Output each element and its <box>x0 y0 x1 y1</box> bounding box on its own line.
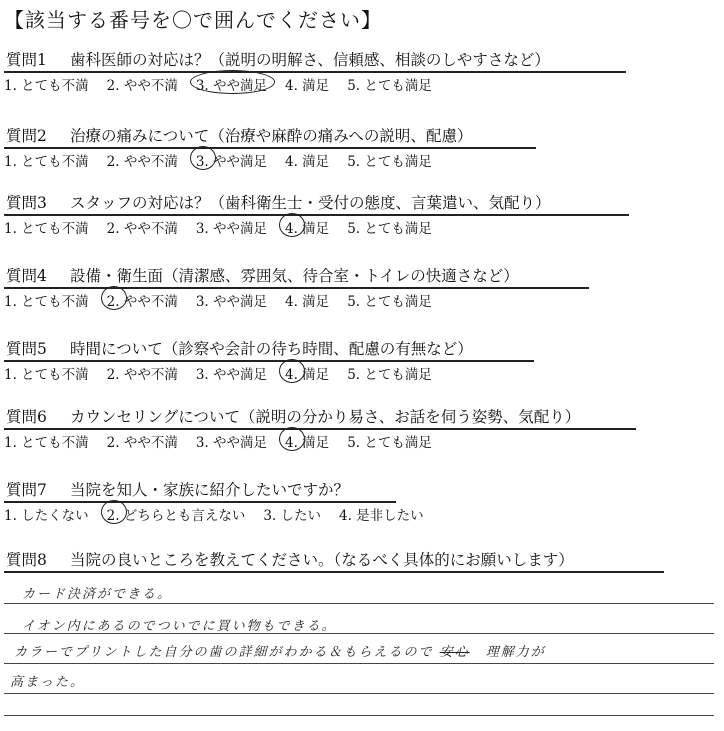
option-row <box>4 290 450 310</box>
question-number: 質問5 <box>6 340 47 358</box>
option-row <box>4 150 450 170</box>
handwritten-text: カード決済ができる。 <box>22 587 173 602</box>
option-4[interactable] <box>285 431 329 451</box>
question-number: 質問1 <box>6 51 47 69</box>
option-3[interactable] <box>196 150 267 170</box>
option-label: 4. 満足 <box>285 367 330 383</box>
option-label: 3. やや満足 <box>195 294 268 310</box>
option-row <box>4 504 442 524</box>
handwritten-text-part: 理解力が <box>485 645 546 660</box>
option-row <box>4 74 450 94</box>
question-text: 歯科医師の対応は？（説明の明解さ、信頼感、相談のしやすさなど） <box>70 51 550 69</box>
option-2[interactable] <box>107 290 178 310</box>
option-label: 1. とても不満 <box>4 78 89 94</box>
question-text: 当院の良いところを教えてください。（なるべく具体的にお願いします） <box>70 551 574 569</box>
option-2[interactable] <box>107 504 246 524</box>
question-number: 質問4 <box>6 267 47 285</box>
question-text: 設備・衛生面（清潔感、雰囲気、待合室・トイレの快適さなど） <box>70 267 519 285</box>
option-1[interactable] <box>4 363 89 383</box>
option-label: 1. とても不満 <box>4 435 89 451</box>
option-1[interactable] <box>4 217 89 237</box>
question-heading <box>6 191 551 213</box>
option-label: 4. 満足 <box>285 294 330 310</box>
question-heading <box>6 548 574 570</box>
question-number: 質問7 <box>6 481 47 499</box>
question-underline <box>4 571 664 573</box>
option-4[interactable] <box>285 217 329 237</box>
option-label: 1. とても不満 <box>4 221 89 237</box>
option-label: 3. したい <box>263 508 322 524</box>
option-label: 3. やや満足 <box>195 154 268 170</box>
handwritten-text-part: カラーでプリントした自分の歯の詳細がわかる＆もらえるので <box>14 645 434 660</box>
option-label: 1. とても不満 <box>4 294 89 310</box>
option-label: 1. したくない <box>4 508 89 524</box>
option-4[interactable] <box>285 74 329 94</box>
option-4[interactable] <box>285 150 329 170</box>
question-text: カウンセリングについて（説明の分かり易さ、お話を伺う姿勢、気配り） <box>70 408 581 426</box>
option-5[interactable] <box>347 74 432 94</box>
option-1[interactable] <box>4 74 89 94</box>
option-label: 1. とても不満 <box>4 154 89 170</box>
handwritten-text: 高まった。 <box>10 675 86 690</box>
option-label: 4. 満足 <box>285 221 330 237</box>
option-label: 4. 満足 <box>285 154 330 170</box>
option-label: 4. 満足 <box>285 78 330 94</box>
option-label: 3. やや満足 <box>195 221 268 237</box>
question-underline <box>4 71 626 73</box>
question-text: 時間について（診察や会計の待ち時間、配慮の有無など） <box>70 340 473 358</box>
option-1[interactable] <box>4 504 89 524</box>
question-number: 質問6 <box>6 408 47 426</box>
option-label: 5. とても満足 <box>347 294 432 310</box>
option-3[interactable] <box>263 504 321 524</box>
option-label: 2. やや不満 <box>106 154 178 170</box>
option-label: 2. やや不満 <box>106 221 178 237</box>
option-label: 4. 満足 <box>285 435 330 451</box>
question-heading <box>6 124 472 146</box>
option-5[interactable] <box>347 150 432 170</box>
option-3[interactable] <box>196 74 267 94</box>
question-underline <box>4 214 629 216</box>
answer-line <box>4 603 714 604</box>
question-text: 治療の痛みについて（治療や麻酔の痛みへの説明、配慮） <box>70 127 473 145</box>
option-label: 5. とても満足 <box>347 221 432 237</box>
option-3[interactable] <box>196 290 267 310</box>
question-number: 質問3 <box>6 194 47 212</box>
option-3[interactable] <box>196 363 267 383</box>
question-heading <box>6 405 580 427</box>
option-label: 5. とても満足 <box>347 367 432 383</box>
option-label: 5. とても満足 <box>347 154 432 170</box>
option-label: 5. とても満足 <box>347 435 432 451</box>
option-label: 3. やや満足 <box>195 435 268 451</box>
option-4[interactable] <box>339 504 424 524</box>
question-text: 当院を知人・家族に紹介したいですか？ <box>70 481 350 499</box>
option-2[interactable] <box>107 431 178 451</box>
option-3[interactable] <box>196 217 267 237</box>
question-underline <box>4 287 589 289</box>
option-label: 3. やや満足 <box>195 367 268 383</box>
option-2[interactable] <box>107 217 178 237</box>
crossed-out-text: 安心 <box>439 645 470 660</box>
option-3[interactable] <box>196 431 267 451</box>
option-2[interactable] <box>107 363 178 383</box>
option-1[interactable] <box>4 290 89 310</box>
page-title: 【該当する番号を〇で囲んでください】 <box>4 8 382 32</box>
question-text: スタッフの対応は？（歯科衛生士・受付の態度、言葉遣い、気配り） <box>70 194 551 212</box>
option-4[interactable] <box>285 363 329 383</box>
handwritten-answer-area <box>0 575 724 725</box>
question-number: 質問8 <box>6 551 47 569</box>
option-1[interactable] <box>4 431 89 451</box>
question-heading <box>6 48 550 70</box>
option-row <box>4 217 450 237</box>
question-underline <box>4 501 396 503</box>
question-number: 質問2 <box>6 127 47 145</box>
option-label: 2. やや不満 <box>106 78 178 94</box>
option-5[interactable] <box>347 290 432 310</box>
option-label: 1. とても不満 <box>4 367 89 383</box>
option-1[interactable] <box>4 150 89 170</box>
answer-line <box>4 663 714 664</box>
option-label: 2. やや不満 <box>106 367 178 383</box>
question-heading <box>6 264 519 286</box>
option-5[interactable] <box>347 363 432 383</box>
answer-line <box>4 693 714 694</box>
option-5[interactable] <box>347 431 432 451</box>
question-heading <box>6 478 349 500</box>
option-label: 3. やや満足 <box>195 78 268 94</box>
option-label: 2. やや不満 <box>106 435 178 451</box>
option-label: 2. どちらとも言えない <box>106 508 246 524</box>
answer-line <box>4 715 714 716</box>
option-5[interactable] <box>347 217 432 237</box>
option-4[interactable] <box>285 290 329 310</box>
option-2[interactable] <box>107 150 178 170</box>
question-underline <box>4 147 536 149</box>
handwritten-text <box>14 641 546 660</box>
option-row <box>4 363 450 383</box>
option-row <box>4 431 450 451</box>
handwritten-text: イオン内にあるのでついでに買い物もできる。 <box>22 619 337 634</box>
option-label: 2. やや不満 <box>106 294 178 310</box>
option-2[interactable] <box>107 74 178 94</box>
question-heading <box>6 337 473 359</box>
question-underline <box>4 360 534 362</box>
option-label: 4. 是非したい <box>339 508 424 524</box>
option-label: 5. とても満足 <box>347 78 432 94</box>
question-underline <box>4 428 636 430</box>
